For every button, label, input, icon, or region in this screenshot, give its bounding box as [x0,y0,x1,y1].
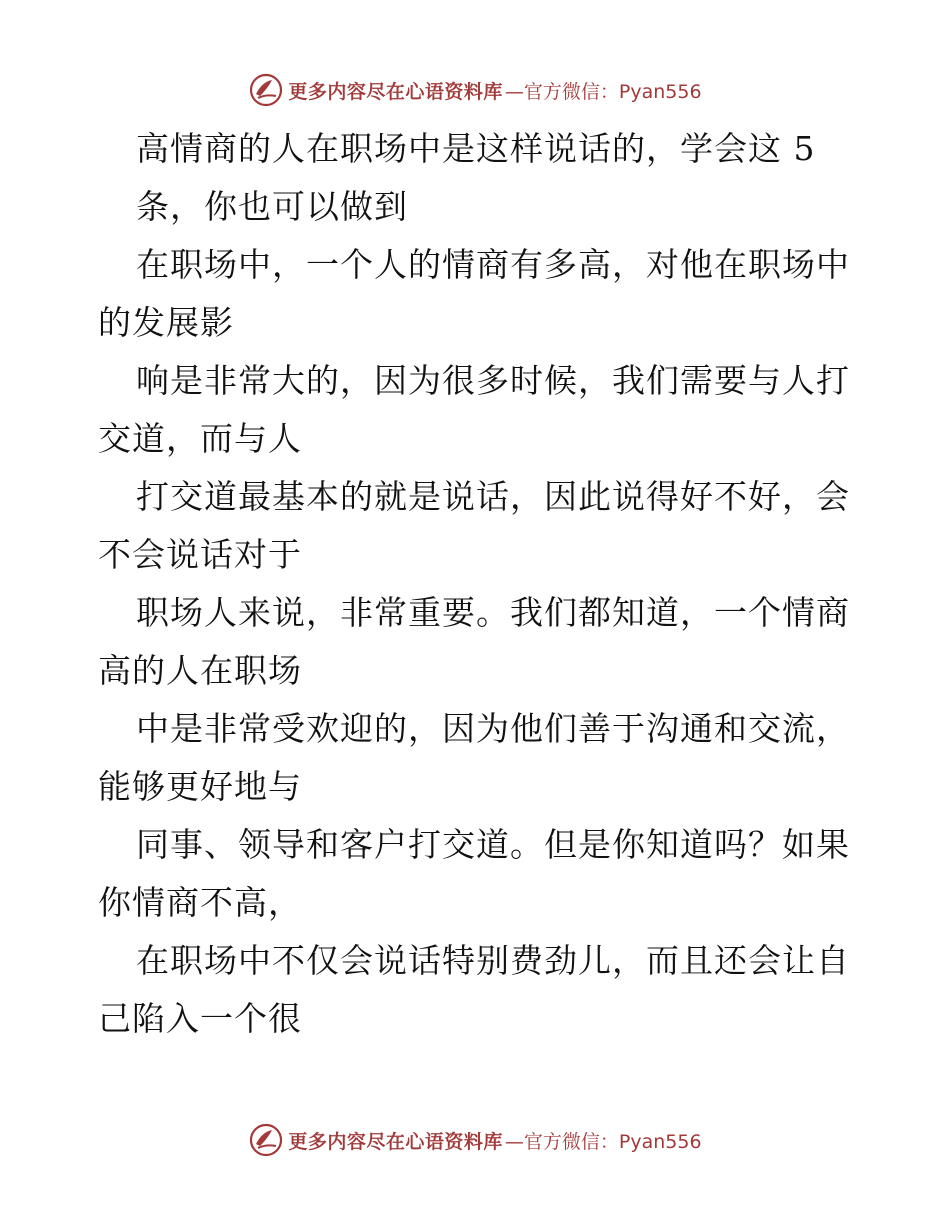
header-brand-text: 更多内容尽在心语资料库 [288,80,503,103]
text-line: 打交道最基本的就是说话，因此说得好不好，会 [136,477,850,516]
text-line: 高情商的人在职场中是这样说话的，学会这 5 [136,129,816,168]
text-line: 能够更好地与 [98,767,302,806]
text-line: 职场人来说，非常重要。我们都知道，一个情商 [136,593,850,632]
footer-contact-text: —官方微信：Pyan556 [504,1130,702,1153]
text-line: 交道，而与人 [98,419,302,458]
text-line: 的发展影 [98,303,234,342]
document-body [98,120,858,1048]
text-line: 不会说话对于 [98,535,302,574]
text-line: 响是非常大的，因为很多时候，我们需要与人打 [136,361,850,400]
text-line: 你情商不高， [98,883,302,922]
text-line: 在职场中不仅会说话特别费劲儿，而且还会让自 [136,941,850,980]
footer-watermark [0,1120,950,1160]
pen-swirl-logo-icon [248,1122,284,1158]
text-line: 条，你也可以做到 [136,187,408,226]
text-line: 同事、领导和客户打交道。但是你知道吗？如果 [136,825,850,864]
text-line: 在职场中，一个人的情商有多高，对他在职场中 [136,245,850,284]
footer-brand-text: 更多内容尽在心语资料库 [288,1130,503,1153]
header-contact-text: —官方微信：Pyan556 [504,80,702,103]
text-line: 高的人在职场 [98,651,302,690]
text-line: 中是非常受欢迎的，因为他们善于沟通和交流， [136,709,850,748]
text-line: 己陷入一个很 [98,999,302,1038]
header-watermark [0,70,950,110]
pen-swirl-logo-icon [248,72,284,108]
